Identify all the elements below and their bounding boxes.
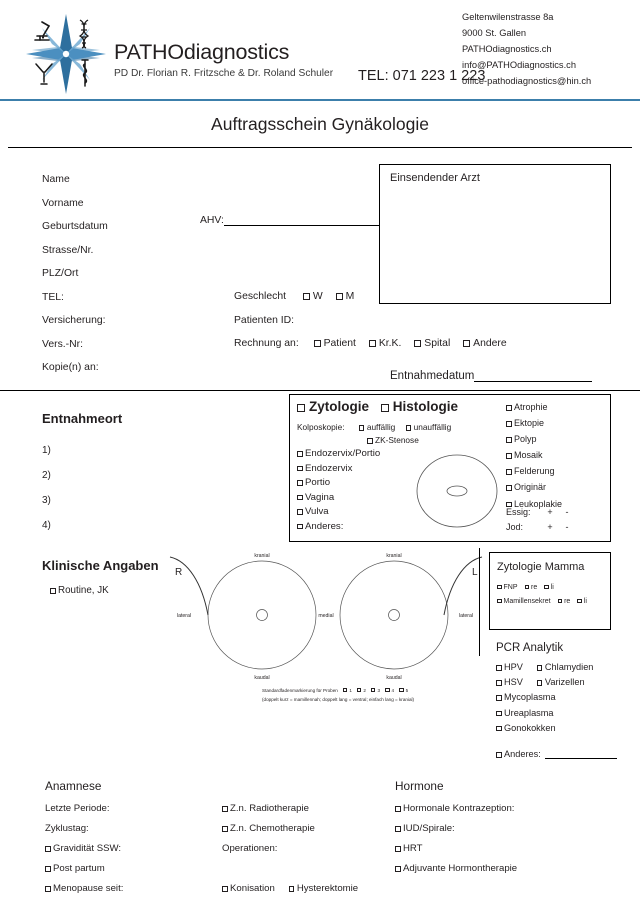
fnp-label: FNP xyxy=(503,584,518,591)
contact-hin-email: office-pathodiagnostics@hin.ch xyxy=(462,75,592,86)
pcr-anderes-row xyxy=(496,749,617,759)
anamnese-left-list xyxy=(45,799,123,899)
patienten-id-label: Patienten ID: xyxy=(234,314,295,326)
field-versicherung[interactable]: Versicherung: xyxy=(42,315,106,326)
chlamydien-label: Chlamydien xyxy=(544,662,594,672)
zytologie-mamma-title: Zytologie Mamma xyxy=(497,561,585,573)
kolposkopie-label: Kolposkopie: xyxy=(297,422,345,432)
histologie-label: Histologie xyxy=(392,399,459,414)
item-label: Vagina xyxy=(305,491,335,503)
breast-schematic-diagram[interactable] xyxy=(168,543,484,683)
checkbox-icon[interactable] xyxy=(506,469,512,475)
checkbox-icon[interactable] xyxy=(525,585,530,590)
checkbox-icon[interactable] xyxy=(506,453,512,459)
probe-mark-3[interactable]: 3 xyxy=(371,687,380,696)
kolposkopie-unauffaellig-label: unauffällig xyxy=(413,422,452,432)
checkbox-icon[interactable] xyxy=(506,405,512,411)
checkbox-hysterektomie[interactable] xyxy=(289,879,358,899)
item-label: Post partum xyxy=(53,863,105,874)
checkbox-icon[interactable] xyxy=(297,466,303,472)
item-label: Endozervix/Portio xyxy=(305,448,381,459)
svg-text:kaudal: kaudal xyxy=(386,675,402,681)
item-label: Endozervix xyxy=(305,462,353,474)
rechnung-option-spital-label: Spital xyxy=(424,338,451,349)
checkbox-icon[interactable] xyxy=(314,340,321,347)
checkbox-endozervix-portio[interactable] xyxy=(297,447,380,462)
hormone-heading: Hormone xyxy=(395,779,444,793)
checkbox-icon[interactable] xyxy=(45,866,51,872)
item-label: Atrophie xyxy=(514,402,548,412)
checkbox-icon[interactable] xyxy=(289,886,295,892)
patient-field-labels xyxy=(42,168,222,380)
mamma-row-fnp xyxy=(497,581,587,595)
checkbox-icon[interactable] xyxy=(395,846,401,852)
entnahmeort-heading: Entnahmeort xyxy=(42,411,123,426)
field-tel[interactable]: TEL: xyxy=(42,291,64,303)
svg-text:kaudal: kaudal xyxy=(254,675,270,681)
field-vers-nr[interactable]: Vers.-Nr: xyxy=(42,338,83,350)
checkbox-ureaplasma[interactable] xyxy=(496,706,593,721)
checkbox-icon[interactable] xyxy=(496,680,502,686)
gonokokken-label: Gonokokken xyxy=(504,722,556,733)
checkbox-icon[interactable] xyxy=(343,688,348,693)
checkbox-icon[interactable] xyxy=(297,404,305,412)
checkbox-vulva[interactable] xyxy=(297,505,380,520)
checkbox-icon[interactable] xyxy=(497,599,502,604)
zytologie-histologie-headings xyxy=(297,399,458,414)
contact-street: Geltenwilenstrasse 8a xyxy=(462,12,554,22)
checkbox-icon[interactable] xyxy=(395,826,401,832)
mamma-row-mamillensekret xyxy=(497,595,587,609)
kolposkopie-row xyxy=(297,422,451,432)
checkbox-icon[interactable] xyxy=(506,485,512,491)
checkbox-zn-radiotherapie[interactable] xyxy=(222,799,358,819)
contact-city: 9000 St. Gallen xyxy=(462,27,527,38)
zytologie-mamma-box xyxy=(489,552,611,630)
mamillensekret-label: Mamillensekret xyxy=(503,598,551,605)
entnahmeort-slot-list xyxy=(42,438,51,538)
checkbox-icon[interactable] xyxy=(496,752,502,758)
hysterektomie-label: Hysterektomie xyxy=(296,883,359,894)
konisation-label: Konisation xyxy=(230,883,275,894)
zk-stenose-label: ZK-Stenose xyxy=(375,435,419,445)
checkbox-zytologie[interactable] xyxy=(297,399,369,414)
pcr-analytik-list xyxy=(496,660,593,736)
rechnung-option-krk[interactable] xyxy=(369,332,402,356)
checkbox-icon[interactable] xyxy=(558,599,563,604)
svg-text:R: R xyxy=(175,567,183,578)
kolposkopie-option-unauffaellig[interactable] xyxy=(406,422,452,432)
kolposkopie-option-auffaellig[interactable] xyxy=(359,422,395,432)
fineprint-line-1 xyxy=(262,687,502,696)
item-label: Felderung xyxy=(514,466,555,477)
item-label: Originär xyxy=(514,482,547,493)
essig-label: Essig: xyxy=(506,507,531,517)
checkbox-iud-spirale[interactable] xyxy=(395,819,517,839)
checkbox-icon[interactable] xyxy=(367,438,373,444)
item-label: Zyklustag: xyxy=(45,823,89,834)
mamillensekret-side-li[interactable]: li xyxy=(577,595,587,609)
geschlecht-label: Geschlecht xyxy=(234,291,286,302)
probe-mark-1[interactable]: 1 xyxy=(343,687,352,696)
item-label: HRT xyxy=(403,843,423,854)
einsender-arzt-box[interactable] xyxy=(379,164,611,304)
checkbox-icon[interactable] xyxy=(497,585,502,590)
entnahmeort-slot-4[interactable]: 4) xyxy=(42,520,51,531)
item-label: Portio xyxy=(305,477,331,489)
item-label: Polyp xyxy=(514,434,537,445)
ureaplasma-label: Ureaplasma xyxy=(504,707,554,718)
item-label: Hormonale Kontrazeption: xyxy=(403,803,515,814)
checkbox-icon[interactable] xyxy=(496,665,502,671)
header-accent-rule xyxy=(0,99,640,101)
checkbox-hormonale-kontrazeption[interactable] xyxy=(395,799,517,819)
kolposkopie-auffaellig-label: auffällig xyxy=(366,422,396,432)
anamnese-heading: Anamnese xyxy=(45,779,102,793)
essig-minus[interactable]: - xyxy=(565,507,569,517)
hormone-list xyxy=(395,799,517,879)
rechnung-option-patient-label: Patient xyxy=(323,338,356,349)
checkbox-icon[interactable] xyxy=(45,846,51,852)
field-kopien-an[interactable]: Kopie(n) an: xyxy=(42,362,99,373)
svg-text:lateral: lateral xyxy=(458,613,474,619)
varizellen-label: Varizellen xyxy=(544,677,585,688)
item-label: Operationen: xyxy=(222,843,278,854)
item-label: Vulva xyxy=(305,506,329,518)
field-letzte-periode[interactable] xyxy=(45,799,123,819)
jod-plus[interactable]: + xyxy=(547,522,553,532)
item-label: Gravidität SSW: xyxy=(53,843,122,854)
pcr-anderes-label: Anderes: xyxy=(504,749,541,759)
entnahmeort-slot-3[interactable]: 3) xyxy=(42,495,51,506)
checkbox-icon[interactable] xyxy=(297,509,303,515)
checkbox-mycoplasma[interactable] xyxy=(496,690,593,705)
checkbox-hrt[interactable] xyxy=(395,839,517,859)
checkbox-gonokokken[interactable] xyxy=(496,721,593,736)
entnahme-lokalisation-list xyxy=(297,447,380,535)
checkbox-adjuvante-hormontherapie[interactable] xyxy=(395,859,517,879)
entnahmedatum-label: Entnahmedatum xyxy=(390,370,475,382)
checkbox-menopause-seit[interactable] xyxy=(45,879,123,899)
item-label: Menopause seit: xyxy=(53,883,124,894)
checkbox-icon[interactable] xyxy=(463,340,470,347)
svg-text:lateral: lateral xyxy=(176,613,192,619)
checkbox-mamillensekret[interactable] xyxy=(497,595,551,609)
field-geburtsdatum[interactable]: Geburtsdatum xyxy=(42,221,108,232)
header-contact-block xyxy=(462,10,632,90)
checkbox-icon[interactable] xyxy=(381,404,389,412)
probe-mark-5[interactable]: 5 xyxy=(399,687,408,696)
item-label: Routine, JK xyxy=(58,585,109,596)
rechnung-option-andere-label: Andere xyxy=(473,338,507,349)
item-label: Leukoplakie xyxy=(514,498,563,509)
checkbox-icon[interactable] xyxy=(371,688,376,693)
contact-email: info@PATHOdiagnostics.ch xyxy=(462,59,576,70)
hsv-label: HSV xyxy=(504,677,523,688)
checkbox-konisation[interactable] xyxy=(222,879,275,899)
klinische-angaben-heading: Klinische Angaben xyxy=(42,558,159,573)
checkbox-icon[interactable] xyxy=(297,495,303,501)
checkbox-icon[interactable] xyxy=(297,451,303,457)
geschlecht-option-w-label: W xyxy=(312,291,323,302)
checkbox-icon[interactable] xyxy=(222,826,228,832)
item-label: Z.n. Radiotherapie xyxy=(230,803,309,814)
checkbox-anderes[interactable] xyxy=(297,520,380,535)
fnp-side-re[interactable]: re xyxy=(525,581,538,595)
checkbox-icon[interactable] xyxy=(506,437,512,443)
brand-name: PATHOdiagnostics xyxy=(114,40,290,64)
checkbox-icon[interactable] xyxy=(297,524,303,530)
jod-minus[interactable]: - xyxy=(565,522,569,532)
mycoplasma-label: Mycoplasma xyxy=(504,692,556,703)
checkbox-graviditaet-ssw[interactable] xyxy=(45,839,123,859)
entnahmedatum-input[interactable] xyxy=(474,370,592,382)
rechnung-option-spital[interactable] xyxy=(414,332,450,356)
checkbox-hpv[interactable] xyxy=(496,660,523,675)
compass-star-pathology-logo xyxy=(22,12,110,96)
jod-label: Jod: xyxy=(506,522,524,532)
checkbox-icon[interactable] xyxy=(369,340,376,347)
page-title: Auftragsschein Gynäkologie xyxy=(211,114,429,134)
geschlecht-option-m-label: M xyxy=(345,291,355,302)
checkbox-atrophie[interactable] xyxy=(506,399,562,415)
item-label: Letzte Periode: xyxy=(45,803,110,814)
checkbox-histologie[interactable] xyxy=(381,399,458,414)
checkbox-icon[interactable] xyxy=(336,293,343,300)
checkbox-icon[interactable] xyxy=(395,866,401,872)
fnp-side-li[interactable]: li xyxy=(544,581,554,595)
breast-marking-fineprint xyxy=(262,687,502,705)
checkbox-icon[interactable] xyxy=(506,421,512,427)
right-column-divider-rule xyxy=(479,548,480,656)
zytologie-label: Zytologie xyxy=(309,399,369,414)
checkbox-icon[interactable] xyxy=(303,293,310,300)
pcr-analytik-title: PCR Analytik xyxy=(496,642,564,654)
checkbox-icon[interactable] xyxy=(406,425,412,431)
klinische-angaben-list xyxy=(50,583,109,598)
brand-block xyxy=(114,41,374,79)
field-zyklustag[interactable] xyxy=(45,819,123,839)
operationen-blank-line[interactable] xyxy=(222,859,358,879)
checkbox-icon[interactable] xyxy=(222,886,228,892)
checkbox-felderung[interactable] xyxy=(506,463,562,479)
item-label: Adjuvante Hormontherapie xyxy=(403,863,518,874)
checkbox-icon[interactable] xyxy=(496,726,502,732)
item-label: Z.n. Chemotherapie xyxy=(230,823,315,834)
entnahmedatum-row xyxy=(390,370,592,382)
checkbox-vagina[interactable] xyxy=(297,491,380,506)
checkbox-icon[interactable] xyxy=(577,599,582,604)
checkbox-endozervix[interactable] xyxy=(297,462,380,477)
checkbox-portio[interactable] xyxy=(297,476,380,491)
checkbox-varizellen[interactable] xyxy=(537,675,585,690)
brand-subtitle: PD Dr. Florian R. Fritzsche & Dr. Roland Schuler xyxy=(114,67,334,79)
checkbox-icon[interactable] xyxy=(45,886,51,892)
field-name[interactable]: Name xyxy=(42,174,70,185)
checkbox-zk-stenose[interactable] xyxy=(367,435,419,445)
anamnese-mid-list xyxy=(222,799,358,899)
fineprint-line-2: (doppelt kurz = mamillennah; doppelt lang = ventral; einfach lang = kranial) xyxy=(262,696,415,702)
checkbox-icon[interactable] xyxy=(222,806,228,812)
checkbox-icon[interactable] xyxy=(537,680,543,686)
rechnung-option-krk-label: Kr.K. xyxy=(378,338,402,349)
checkbox-icon[interactable] xyxy=(544,585,549,590)
checkbox-icon[interactable] xyxy=(399,688,404,693)
checkbox-icon[interactable] xyxy=(385,688,390,693)
fineprint-line-1-text: Standardfadenmarkierung für Proben xyxy=(262,688,338,693)
item-label: Mosaik xyxy=(514,450,543,461)
field-plz-ort[interactable]: PLZ/Ort xyxy=(42,268,79,279)
item-label: IUD/Spirale: xyxy=(403,823,455,834)
checkbox-icon[interactable] xyxy=(359,425,365,431)
svg-text:kranial: kranial xyxy=(254,553,270,559)
kolposkopie-befund-list xyxy=(506,399,562,512)
probe-mark-2[interactable]: 2 xyxy=(357,687,366,696)
field-strasse[interactable]: Strasse/Nr. xyxy=(42,244,94,256)
title-underline-rule xyxy=(8,147,632,148)
zytologie-mamma-rows xyxy=(497,581,587,609)
ahv-input[interactable] xyxy=(224,215,382,226)
checkbox-chlamydien[interactable] xyxy=(537,660,594,675)
checkbox-polyp[interactable] xyxy=(506,431,562,447)
patienten-id-row[interactable] xyxy=(234,309,507,333)
checkbox-ektopie[interactable] xyxy=(506,415,562,431)
pcr-row-1 xyxy=(496,660,593,675)
essig-row xyxy=(506,505,574,520)
probe-mark-4[interactable]: 4 xyxy=(385,687,394,696)
checkbox-post-partum[interactable] xyxy=(45,859,123,879)
checkbox-mosaik[interactable] xyxy=(506,447,562,463)
entnahmeort-slot-2[interactable]: 2) xyxy=(42,470,51,481)
essig-jod-tests xyxy=(506,505,574,535)
checkbox-icon[interactable] xyxy=(297,480,303,486)
header-telephone: TEL: 071 223 1 223 xyxy=(358,68,486,84)
checkbox-icon[interactable] xyxy=(414,340,421,347)
geschlecht-option-m[interactable] xyxy=(336,285,355,309)
rechnung-option-patient[interactable] xyxy=(314,332,356,356)
checkbox-zn-chemotherapie[interactable] xyxy=(222,819,358,839)
checkbox-originaer[interactable] xyxy=(506,479,562,495)
checkbox-icon[interactable] xyxy=(496,695,502,701)
mamillensekret-side-re[interactable]: re xyxy=(558,595,571,609)
svg-text:L: L xyxy=(472,567,478,578)
ahv-label: AHV: xyxy=(200,215,224,226)
checkbox-icon[interactable] xyxy=(537,665,543,671)
hpv-label: HPV xyxy=(504,662,523,672)
svg-text:kranial: kranial xyxy=(386,553,402,559)
svg-text:medial: medial xyxy=(318,613,334,619)
essig-plus[interactable]: + xyxy=(547,507,553,517)
section-divider-rule xyxy=(0,390,640,391)
checkbox-icon[interactable] xyxy=(357,688,362,693)
geschlecht-option-w[interactable] xyxy=(303,285,323,309)
rechnung-an-row xyxy=(234,332,507,356)
checkbox-icon[interactable] xyxy=(50,588,56,594)
checkbox-routine-jk[interactable] xyxy=(50,583,109,598)
pcr-row-2 xyxy=(496,675,593,690)
checkbox-icon[interactable] xyxy=(395,806,401,812)
cervix-portio-circle-diagram[interactable] xyxy=(413,452,501,530)
ahv-row xyxy=(200,215,382,226)
entnahmeort-slot-1[interactable]: 1) xyxy=(42,445,51,456)
field-operationen[interactable] xyxy=(222,839,358,859)
rechnung-option-andere[interactable] xyxy=(463,332,507,356)
checkbox-icon[interactable] xyxy=(496,711,502,717)
item-label: Anderes: xyxy=(305,520,344,532)
field-vorname[interactable]: Vorname xyxy=(42,197,84,209)
contact-website: PATHOdiagnostics.ch xyxy=(462,43,552,54)
konisation-hysterektomie-row xyxy=(222,879,358,899)
rechnung-an-label: Rechnung an: xyxy=(234,338,299,349)
checkbox-hsv[interactable] xyxy=(496,675,523,690)
checkbox-fnp[interactable] xyxy=(497,581,518,595)
page-header xyxy=(0,0,640,99)
jod-row xyxy=(506,520,574,535)
pcr-anderes-input[interactable] xyxy=(545,749,617,759)
item-label: Ektopie xyxy=(514,418,545,429)
einsender-arzt-label: Einsendender Arzt xyxy=(390,172,480,184)
